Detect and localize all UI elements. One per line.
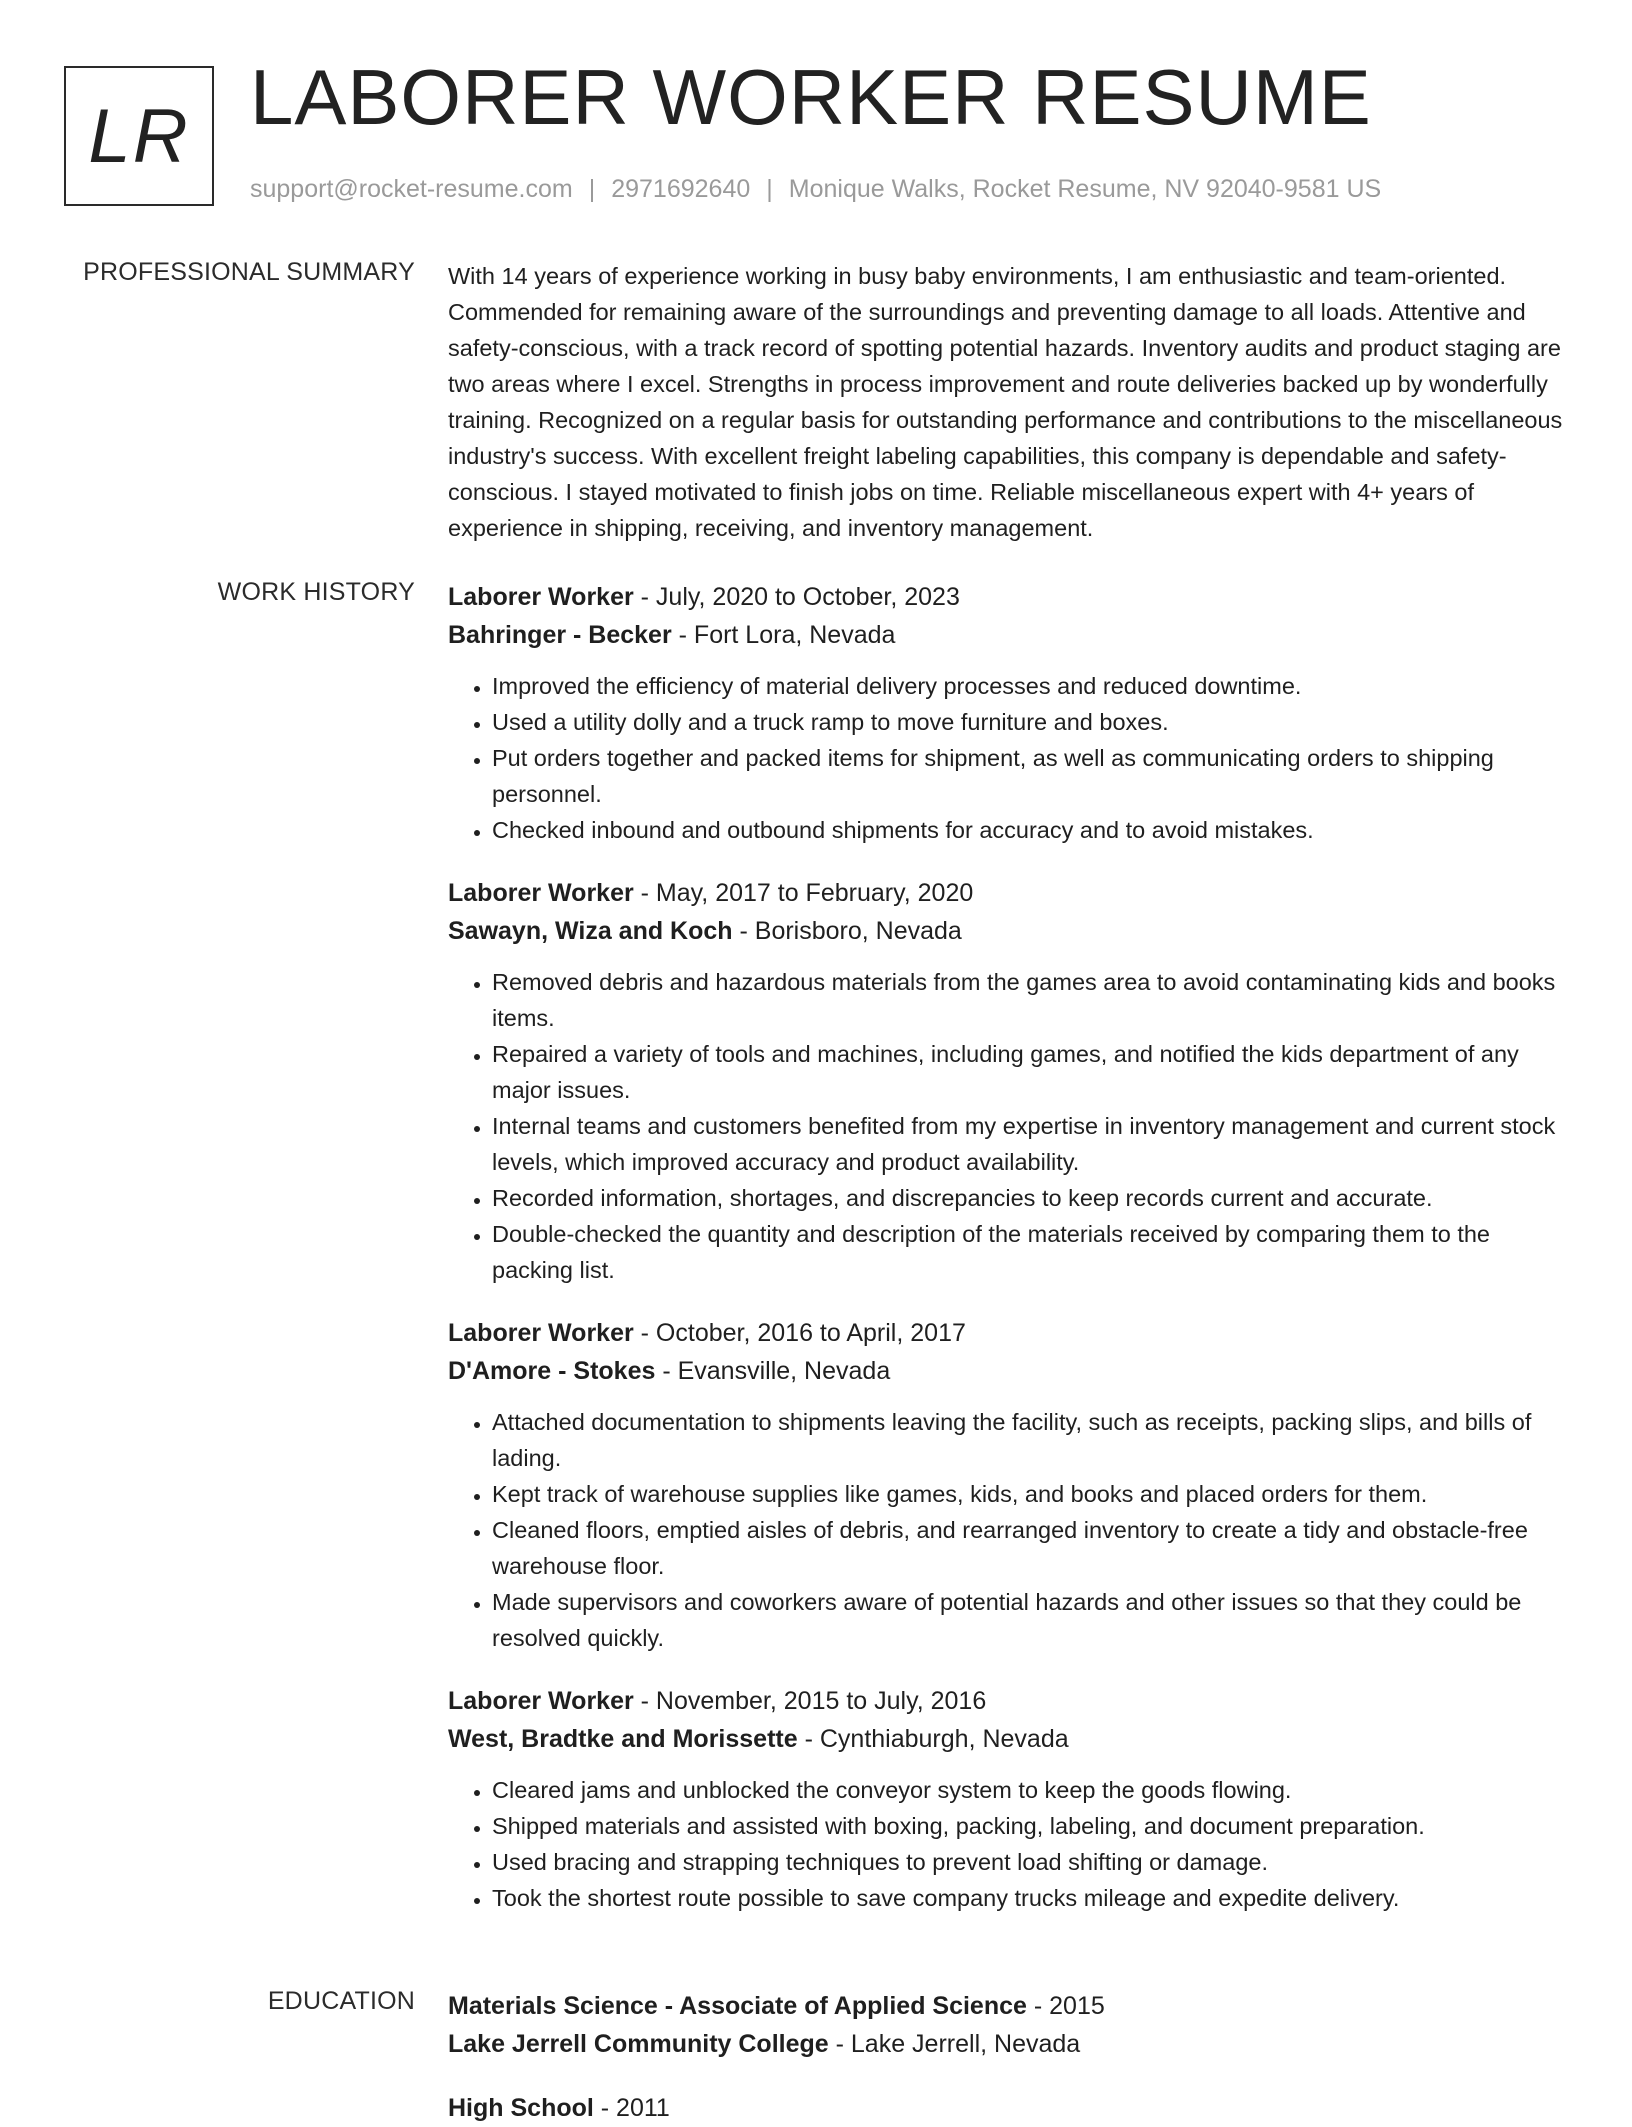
job-company-line: [448, 912, 1566, 950]
contact-address: Monique Walks, Rocket Resume, NV 92040-9581 US: [788, 175, 1382, 203]
job-company: West, Bradtke and Morissette: [448, 1725, 798, 1753]
summary-body: [448, 258, 1566, 546]
job-title: Laborer Worker: [448, 879, 634, 907]
duty-item: • Checked inbound and outbound shipments for accuracy and to avoid mistakes.: [492, 812, 1566, 848]
duty-item: • Internal teams and customers benefited from my expertise in inventory management and current stock levels, which improved accuracy and product availability.: [492, 1108, 1566, 1180]
contact-email[interactable]: support@rocket-resume.com: [250, 175, 573, 203]
job-duties: [448, 1404, 1566, 1656]
education-degree-line: [448, 1987, 1566, 2025]
job-title: Laborer Worker: [448, 583, 634, 611]
section-label-education: EDUCATION: [267, 1987, 415, 2015]
duty-item: • Attached documentation to shipments leaving the facility, such as receipts, packing slips, and bills of lading.: [492, 1404, 1566, 1476]
duty-item: • Double-checked the quantity and description of the materials received by comparing them to the packing list.: [492, 1216, 1566, 1288]
job-company: Sawayn, Wiza and Koch: [448, 917, 733, 945]
job-duties: [448, 964, 1566, 1288]
contact-separator: |: [766, 175, 773, 203]
education-location: - Lake Jerrell, Nevada: [828, 2030, 1081, 2058]
education-year: - 2015: [1026, 1992, 1105, 2020]
job-entry: [448, 1682, 1566, 1916]
education-degree: High School: [448, 2094, 594, 2122]
job-duties: [448, 1772, 1566, 1916]
duty-item: • Put orders together and packed items for shipment, as well as communicating orders to shipping personnel.: [492, 740, 1566, 812]
initials-monogram: LR: [64, 66, 214, 206]
education-school-line: [448, 2025, 1566, 2063]
contact-separator: |: [588, 175, 596, 203]
job-dates: - October, 2016 to April, 2017: [633, 1319, 966, 1347]
duty-item: • Removed debris and hazardous materials from the games area to avoid contaminating kids and books items.: [492, 964, 1566, 1036]
job-company-line: [448, 616, 1566, 654]
education-degree-line: [448, 2089, 1566, 2127]
duty-item: • Made supervisors and coworkers aware of potential hazards and other issues so that they could be resolved quickly.: [492, 1584, 1566, 1656]
work-history-body: [448, 578, 1566, 1942]
job-dates: - May, 2017 to February, 2020: [633, 879, 974, 907]
contact-line: [250, 175, 1381, 204]
job-company-line: [448, 1720, 1566, 1758]
job-dates: - November, 2015 to July, 2016: [633, 1687, 987, 1715]
duty-item: • Kept track of warehouse supplies like games, kids, and books and placed orders for them.: [492, 1476, 1566, 1512]
duty-item: • Repaired a variety of tools and machines, including games, and notified the kids department of any major issues.: [492, 1036, 1566, 1108]
job-entry: [448, 874, 1566, 1288]
duty-item: • Cleaned floors, emptied aisles of debris, and rearranged inventory to create a tidy and obstacle-free warehouse floor.: [492, 1512, 1566, 1584]
job-company: Bahringer - Becker: [448, 621, 672, 649]
duty-item: • Cleared jams and unblocked the conveyor system to keep the goods flowing.: [492, 1772, 1566, 1808]
duty-item: • Improved the efficiency of material delivery processes and reduced downtime.: [492, 668, 1566, 704]
job-entry: [448, 1314, 1566, 1656]
contact-phone[interactable]: 2971692640: [611, 175, 751, 203]
job-title: Laborer Worker: [448, 1319, 634, 1347]
job-title: Laborer Worker: [448, 1687, 634, 1715]
job-location: - Fort Lora, Nevada: [671, 621, 896, 649]
education-body: [448, 1987, 1566, 2127]
section-label-summary: PROFESSIONAL SUMMARY: [83, 258, 415, 286]
job-title-line: [448, 874, 1566, 912]
job-location: - Borisboro, Nevada: [732, 917, 962, 945]
duty-item: • Used a utility dolly and a truck ramp to move furniture and boxes.: [492, 704, 1566, 740]
job-title-line: [448, 1682, 1566, 1720]
duty-item: • Shipped materials and assisted with boxing, packing, labeling, and document preparation.: [492, 1808, 1566, 1844]
education-year: - 2011: [593, 2094, 670, 2122]
job-location: - Evansville, Nevada: [655, 1357, 891, 1385]
job-title-line: [448, 578, 1566, 616]
job-title-line: [448, 1314, 1566, 1352]
job-company: D'Amore - Stokes: [448, 1357, 656, 1385]
job-location: - Cynthiaburgh, Nevada: [797, 1725, 1069, 1753]
job-dates: - July, 2020 to October, 2023: [633, 583, 960, 611]
education-school: Lake Jerrell Community College: [448, 2030, 829, 2058]
job-entry: [448, 578, 1566, 848]
job-duties: [448, 668, 1566, 848]
duty-item: • Took the shortest route possible to save company trucks mileage and expedite delivery.: [492, 1880, 1566, 1916]
job-company-line: [448, 1352, 1566, 1390]
duty-item: • Used bracing and strapping techniques to prevent load shifting or damage.: [492, 1844, 1566, 1880]
section-label-work-history: WORK HISTORY: [217, 578, 415, 606]
education-degree: Materials Science - Associate of Applied Science: [448, 1992, 1027, 2020]
summary-text: With 14 years of experience working in busy baby environments, I am enthusiastic and team-oriented. Commended for remaining aware of the surroundings and preventing damage to all loads. Attentive and safety-conscious, with a track record of spotting potential hazards. Inventory audits and product staging are two areas where I excel. Strengths in process improvement and route deliveries backed up by wonderfully training. Recognized on a regular basis for outstanding performance and contributions to the miscellaneous industry's success. With excellent freight labeling capabilities, this company is dependable and safety-conscious. I stayed motivated to finish jobs on time. Reliable miscellaneous expert with 4+ years of experience in shipping, receiving, and inventory management.: [448, 263, 1563, 541]
resume-title: LABORER WORKER RESUME: [250, 53, 1372, 141]
duty-item: • Recorded information, shortages, and discrepancies to keep records current and accurate.: [492, 1180, 1566, 1216]
